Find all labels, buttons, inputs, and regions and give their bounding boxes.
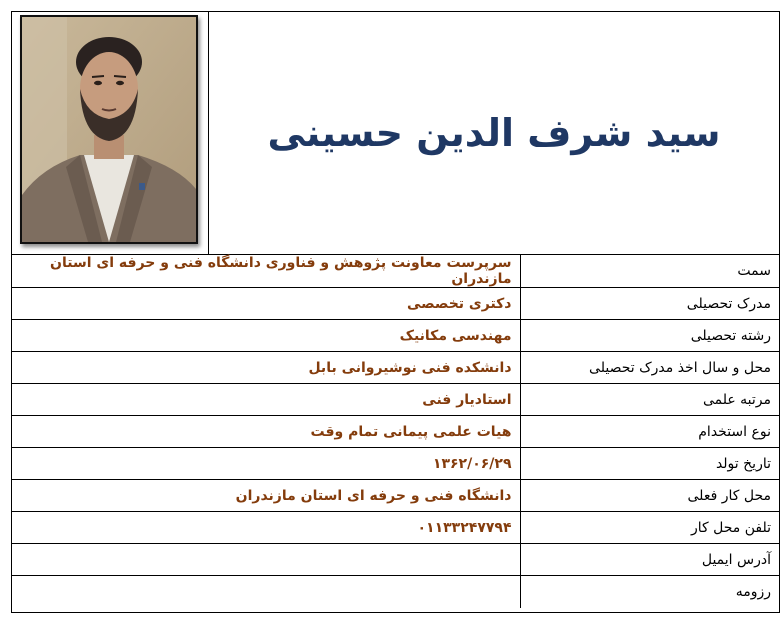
row-value: دانشکده فنی نوشیروانی بابل xyxy=(12,352,520,384)
row-label: مرتبه علمی xyxy=(520,384,779,416)
profile-photo xyxy=(20,15,198,244)
row-label: تاریخ تولد xyxy=(520,448,779,480)
table-row xyxy=(12,320,779,352)
row-label: رشته تحصیلی xyxy=(520,320,779,352)
table-row xyxy=(12,480,779,512)
row-label: رزومه xyxy=(520,576,779,608)
row-value: مهندسی مکانیک xyxy=(12,320,520,352)
photo-cell xyxy=(12,12,209,254)
table-row xyxy=(12,384,779,416)
table-row xyxy=(12,448,779,480)
row-value: استادیار فنی xyxy=(12,384,520,416)
table-row xyxy=(12,416,779,448)
row-value xyxy=(12,544,520,576)
table-row xyxy=(12,512,779,544)
person-name: سید شرف الدین حسینی xyxy=(267,111,721,155)
row-value: دانشگاه فنی و حرفه ای استان مازندران xyxy=(12,480,520,512)
portrait-image xyxy=(22,17,196,242)
row-value: ۱۳۶۲/۰۶/۲۹ xyxy=(12,448,520,480)
row-label: تلفن محل کار xyxy=(520,512,779,544)
table-row xyxy=(12,288,779,320)
table-row xyxy=(12,255,779,288)
row-label: محل کار فعلی xyxy=(520,480,779,512)
info-table xyxy=(12,255,779,608)
row-value: سرپرست معاونت پژوهش و فناوری دانشگاه فنی و حرفه ای استان مازندران xyxy=(12,255,520,288)
row-value: دکتری تخصصی xyxy=(12,288,520,320)
profile-header xyxy=(12,12,779,255)
row-value: هیات علمی پیمانی تمام وقت xyxy=(12,416,520,448)
profile-sheet xyxy=(11,11,780,613)
row-label: محل و سال اخذ مدرک تحصیلی xyxy=(520,352,779,384)
row-label: مدرک تحصیلی xyxy=(520,288,779,320)
row-label: نوع استخدام xyxy=(520,416,779,448)
table-row xyxy=(12,544,779,576)
row-value: ۰۱۱۳۳۲۴۷۷۹۴ xyxy=(12,512,520,544)
table-row xyxy=(12,352,779,384)
row-label: آدرس ایمیل xyxy=(520,544,779,576)
row-value xyxy=(12,576,520,608)
row-label: سمت xyxy=(520,255,779,288)
table-row xyxy=(12,576,779,608)
